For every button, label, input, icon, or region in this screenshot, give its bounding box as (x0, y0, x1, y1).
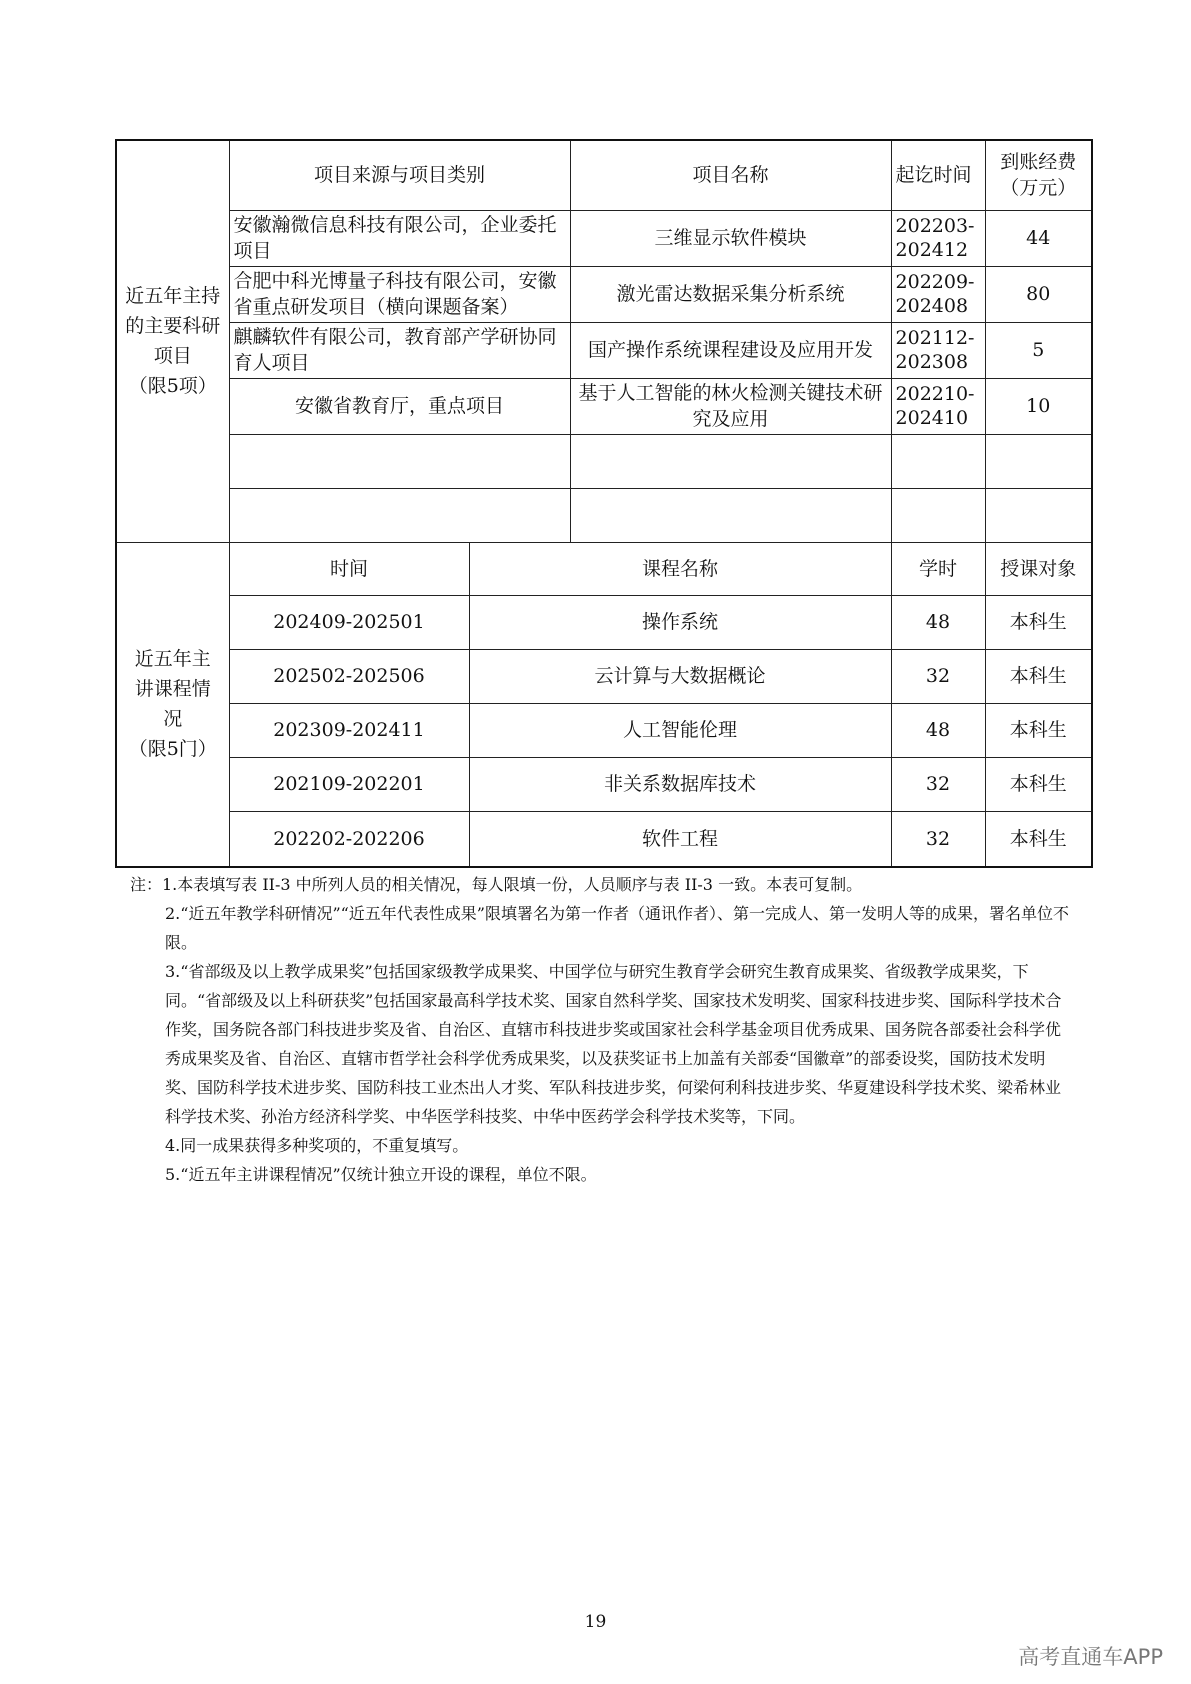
header-project-source: 项目来源与项目类别 (229, 140, 570, 210)
project-source: 安徽瀚微信息科技有限公司，企业委托项目 (229, 210, 570, 266)
project-funding (985, 488, 1092, 542)
header-course-audience: 授课对象 (985, 542, 1092, 595)
research-row-empty (116, 488, 1092, 542)
project-source: 麒麟软件有限公司，教育部产学研协同育人项目 (229, 322, 570, 378)
course-audience: 本科生 (985, 757, 1092, 811)
project-period: 202112-202308 (891, 322, 985, 378)
course-hours: 32 (891, 649, 985, 703)
project-funding: 44 (985, 210, 1092, 266)
header-project-period: 起讫时间 (891, 140, 985, 210)
project-name (570, 434, 891, 488)
project-funding: 10 (985, 378, 1092, 434)
course-name: 软件工程 (469, 811, 891, 867)
watermark: 高考直通车APP (1018, 1645, 1163, 1669)
course-hours: 48 (891, 703, 985, 757)
course-hours: 32 (891, 757, 985, 811)
course-row (116, 811, 1092, 867)
research-row-empty (116, 434, 1092, 488)
course-time: 202309-202411 (229, 703, 469, 757)
project-period (891, 488, 985, 542)
course-audience: 本科生 (985, 703, 1092, 757)
project-source (229, 488, 570, 542)
course-hours: 48 (891, 595, 985, 649)
research-header-row (116, 140, 1092, 210)
research-row (116, 266, 1092, 322)
project-period: 202209-202408 (891, 266, 985, 322)
header-course-hours: 学时 (891, 542, 985, 595)
project-period (891, 434, 985, 488)
header-project-funding: 到账经费 （万元） (985, 140, 1092, 210)
project-name: 激光雷达数据采集分析系统 (570, 266, 891, 322)
note-2: 2.“近五年教学科研情况”“近五年代表性成果”限填署名为第一作者（通讯作者）、第一完成人、第一发明人等的成果，署名单位不限。 (165, 904, 1069, 952)
note-3: 3.“省部级及以上教学成果奖”包括国家级教学成果奖、中国学位与研究生教育学会研究生教育成果奖、省级教学成果奖，下同。“省部级及以上科研获奖”包括国家最高科学技术奖、国家自然科学奖、国家技术发明奖、国家科技进步奖、国际科学技术合作奖，国务院各部门科技进步奖及省、自治区、直辖市科技进步奖或国家社会科学基金项目优秀成果、国务院各部委社会科学优秀成果奖及省、自治区、直辖市哲学社会科学优秀成果奖，以及获奖证书上加盖有关部委“国徽章”的部委设奖，国防技术发明奖、国防科学技术进步奖、国防科技工业杰出人才奖、军队科技进步奖，何梁何利科技进步奖、华夏建设科学技术奖、梁希林业科学技术奖、孙治方经济科学奖、中华医学科技奖、中华中医药学会科学技术奖等，下同。 (165, 962, 1062, 1126)
course-name: 操作系统 (469, 595, 891, 649)
course-hours: 32 (891, 811, 985, 867)
header-course-time: 时间 (229, 542, 469, 595)
project-period: 202203-202412 (891, 210, 985, 266)
course-row (116, 595, 1092, 649)
course-name: 人工智能伦理 (469, 703, 891, 757)
project-name: 基于人工智能的林火检测关键技术研究及应用 (570, 378, 891, 434)
personnel-info-table (115, 139, 1093, 868)
header-course-name: 课程名称 (469, 542, 891, 595)
project-name (570, 488, 891, 542)
research-row (116, 378, 1092, 434)
note-5: 5.“近五年主讲课程情况”仅统计独立开设的课程，单位不限。 (165, 1165, 597, 1184)
project-source: 合肥中科光博量子科技有限公司，安徽省重点研发项目（横向课题备案） (229, 266, 570, 322)
research-row (116, 210, 1092, 266)
course-time: 202502-202506 (229, 649, 469, 703)
note-1: 注：1.本表填写表 II-3 中所列人员的相关情况，每人限填一份，人员顺序与表 II-3 一致。本表可复制。 (130, 875, 863, 894)
project-name: 国产操作系统课程建设及应用开发 (570, 322, 891, 378)
note-4: 4.同一成果获得多种奖项的，不重复填写。 (165, 1136, 469, 1155)
project-period: 202210-202410 (891, 378, 985, 434)
header-project-name: 项目名称 (570, 140, 891, 210)
course-header-row (116, 542, 1092, 595)
page-number: 19 (584, 1612, 607, 1632)
research-section-label: 近五年主持 的主要科研 项目 （限5项） (116, 140, 229, 542)
course-time: 202109-202201 (229, 757, 469, 811)
course-row (116, 703, 1092, 757)
course-row (116, 757, 1092, 811)
project-funding (985, 434, 1092, 488)
course-name: 非关系数据库技术 (469, 757, 891, 811)
project-funding: 5 (985, 322, 1092, 378)
course-row (116, 649, 1092, 703)
course-name: 云计算与大数据概论 (469, 649, 891, 703)
course-audience: 本科生 (985, 595, 1092, 649)
course-time: 202409-202501 (229, 595, 469, 649)
project-source: 安徽省教育厅，重点项目 (229, 378, 570, 434)
project-source (229, 434, 570, 488)
course-audience: 本科生 (985, 649, 1092, 703)
notes-section (130, 870, 1075, 1189)
course-time: 202202-202206 (229, 811, 469, 867)
project-name: 三维显示软件模块 (570, 210, 891, 266)
project-funding: 80 (985, 266, 1092, 322)
course-audience: 本科生 (985, 811, 1092, 867)
course-section-label: 近五年主 讲课程情 况 （限5门） (116, 542, 229, 867)
research-row (116, 322, 1092, 378)
